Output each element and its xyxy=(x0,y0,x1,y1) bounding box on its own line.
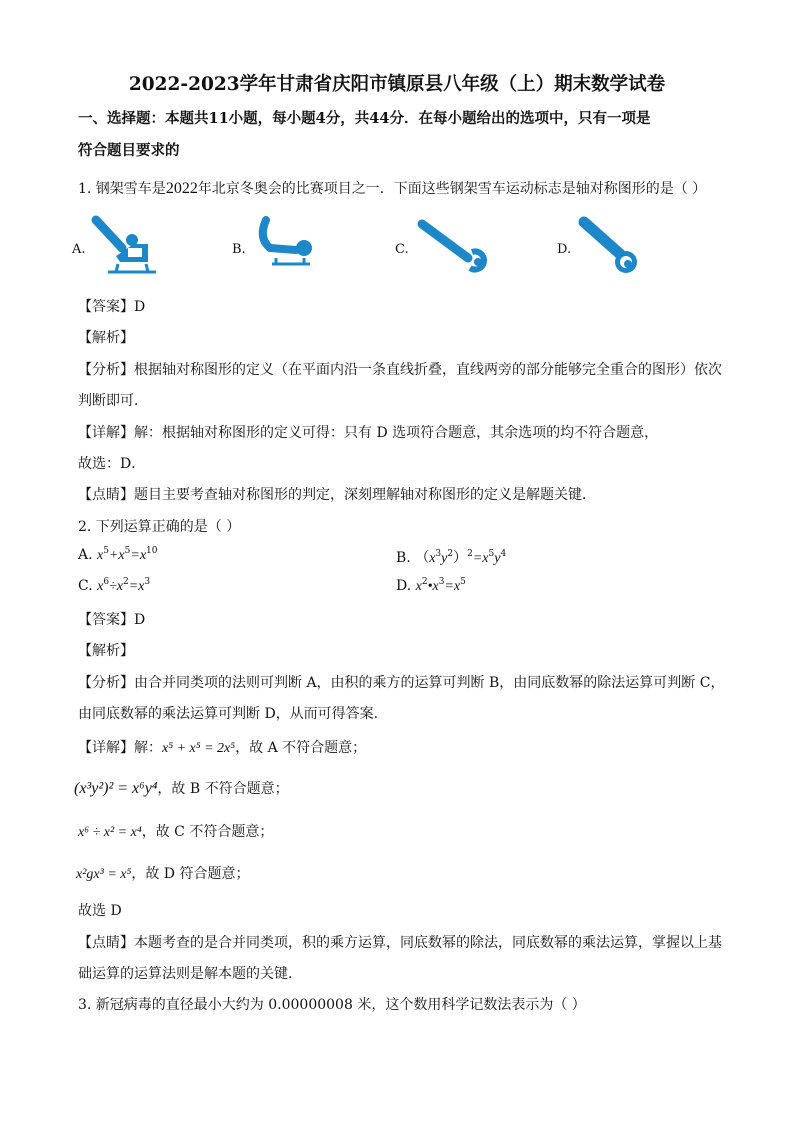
q2-analysis-heading: 【解析】 xyxy=(78,643,134,659)
q2-b-exp3: 2 xyxy=(467,549,473,559)
q2-b-exp2: 2 xyxy=(447,549,454,559)
q2-a-exp2: 5 xyxy=(124,546,131,556)
q2-option-b-label: B. （ xyxy=(396,550,430,566)
q2-a-base1: x xyxy=(97,548,104,563)
q2-choice: 故选 D xyxy=(78,903,122,919)
q2-d-exp1: 2 xyxy=(421,577,428,587)
q2-detail-math-b: (x³y²)² = x⁶y⁴ xyxy=(74,780,158,797)
q2-detail-line-d xyxy=(76,863,249,883)
skeleton-logo-c-icon xyxy=(414,218,490,278)
q2-option-d xyxy=(396,578,466,595)
q2-detail-text-b: ，故 B 不符合题意； xyxy=(157,781,289,797)
q2-a-base3: =x xyxy=(130,548,147,563)
q2-c-base1: x xyxy=(97,579,104,594)
q1-option-a-label: A. xyxy=(72,242,86,257)
q2-b-base1: x xyxy=(429,551,436,566)
q2-b-exp4: 5 xyxy=(488,549,495,559)
q1-analysis-heading: 【解析】 xyxy=(78,330,134,346)
q1-comment: 【点睛】题目主要考查轴对称图形的判定，深刻理解轴对称图形的定义是解题关键． xyxy=(78,487,596,503)
q2-d-base3: =x xyxy=(444,579,461,594)
q2-detail-line-b xyxy=(74,778,289,798)
q2-detail-prefix: 【详解】解： xyxy=(78,740,162,756)
q2-b-base5: y xyxy=(494,551,501,566)
q2-c-exp2: 2 xyxy=(122,577,129,587)
q2-fenxi-line2: 由同底数幂的乘法运算可判断 D，从而可得答案. xyxy=(78,706,379,722)
q1-stem-text-b: 年北京冬奥会的比赛项目之一．下面这些钢架雪车运动标志是轴对称图形的是（ ） xyxy=(197,181,707,197)
q2-d-base2: •x xyxy=(427,579,439,594)
q2-b-exp1: 3 xyxy=(435,549,442,559)
q1-stem xyxy=(78,178,706,198)
q1-option-b-label: B. xyxy=(232,242,246,257)
skeleton-logo-b-icon xyxy=(252,214,324,280)
q2-c-base3: =x xyxy=(128,579,145,594)
q2-option-a-label: A. xyxy=(78,547,98,563)
q2-detail-line-c xyxy=(78,821,273,841)
q2-b-paren: ） xyxy=(453,550,468,566)
q2-detail-text-d: ，故 D 符合题意； xyxy=(131,866,250,882)
q3-stem: 3. 新冠病毒的直径最小大约为 0.00000008 米，这个数用科学记数法表示为（ ） xyxy=(78,997,586,1013)
section-heading-line2: 符合题目要求的 xyxy=(78,142,180,159)
q2-option-d-label: D. xyxy=(396,578,416,594)
q2-b-exp5: 4 xyxy=(500,549,507,559)
q2-b-base4: =x xyxy=(472,551,489,566)
q1-fenxi-line2: 判断即可． xyxy=(78,393,148,409)
q2-option-c-label: C. xyxy=(78,578,98,594)
section-heading-line1: 一、选择题：本题共11小题，每小题4分，共44分．在每小题给出的选项中，只有一项是 xyxy=(78,110,651,127)
q2-d-exp3: 5 xyxy=(460,577,466,587)
q2-c-exp1: 6 xyxy=(103,577,110,587)
skeleton-logo-d-icon xyxy=(576,216,642,278)
q2-b-base2: y xyxy=(441,551,448,566)
q2-option-b xyxy=(396,547,506,567)
q2-fenxi-line1: 【分析】由合并同类项的法则可判断 A，由积的乘方的运算可判断 B，由同底数幂的除法运算可判断 C， xyxy=(78,675,725,691)
q2-d-base1: x xyxy=(415,579,422,594)
q2-a-exp1: 5 xyxy=(103,546,109,556)
q2-a-base2: +x xyxy=(108,548,125,563)
q2-detail-line-a xyxy=(78,737,366,757)
q1-answer: 【答案】D xyxy=(78,299,146,315)
q1-option-c-label: C. xyxy=(395,242,409,257)
q1-choice: 故选：D． xyxy=(78,456,146,472)
q2-detail-math-a: x⁵ + x⁵ = 2x⁵ xyxy=(162,741,236,756)
q2-c-exp3: 3 xyxy=(144,577,151,587)
q1-detail: 【详解】解：根据轴对称图形的定义可得：只有 D 选项符合题意，其余选项的均不符合题意， xyxy=(78,425,659,441)
page-title: 2022-2023学年甘肃省庆阳市镇原县八年级（上）期末数学试卷 xyxy=(128,74,666,95)
q2-detail-math-c: x⁶ ÷ x² = x⁴ xyxy=(78,825,142,840)
q1-option-d-label: D. xyxy=(557,242,572,257)
q2-stem: 2. 下列运算正确的是（ ） xyxy=(78,519,241,535)
q1-stem-year: 2022 xyxy=(165,180,198,197)
q2-detail-text-c: ，故 C 不符合题意； xyxy=(141,824,274,840)
q2-detail-text-a: ，故 A 不符合题意； xyxy=(235,740,367,756)
q2-detail-math-d: x²gx³ = x⁵ xyxy=(76,867,132,882)
q1-stem-text-a: 1. 钢架雪车是 xyxy=(78,181,166,197)
q2-option-a xyxy=(78,547,158,564)
q2-comment-line2: 础运算的运算法则是解本题的关键. xyxy=(78,966,293,982)
skeleton-logo-a-icon xyxy=(88,214,160,280)
q2-d-exp2: 3 xyxy=(438,577,445,587)
q2-comment-line1: 【点睛】本题考查的是合并同类项，积的乘方运算，同底数幂的除法，同底数幂的乘法运算，掌握以上基 xyxy=(78,935,722,951)
q1-fenxi-line1: 【分析】根据轴对称图形的定义（在平面内沿一条直线折叠，直线两旁的部分能够完全重合的图形）依次 xyxy=(78,362,722,378)
q2-c-base2: ÷x xyxy=(109,579,123,594)
q2-a-exp3: 10 xyxy=(146,546,158,556)
q2-option-c xyxy=(78,578,150,595)
q2-answer: 【答案】D xyxy=(78,612,146,628)
